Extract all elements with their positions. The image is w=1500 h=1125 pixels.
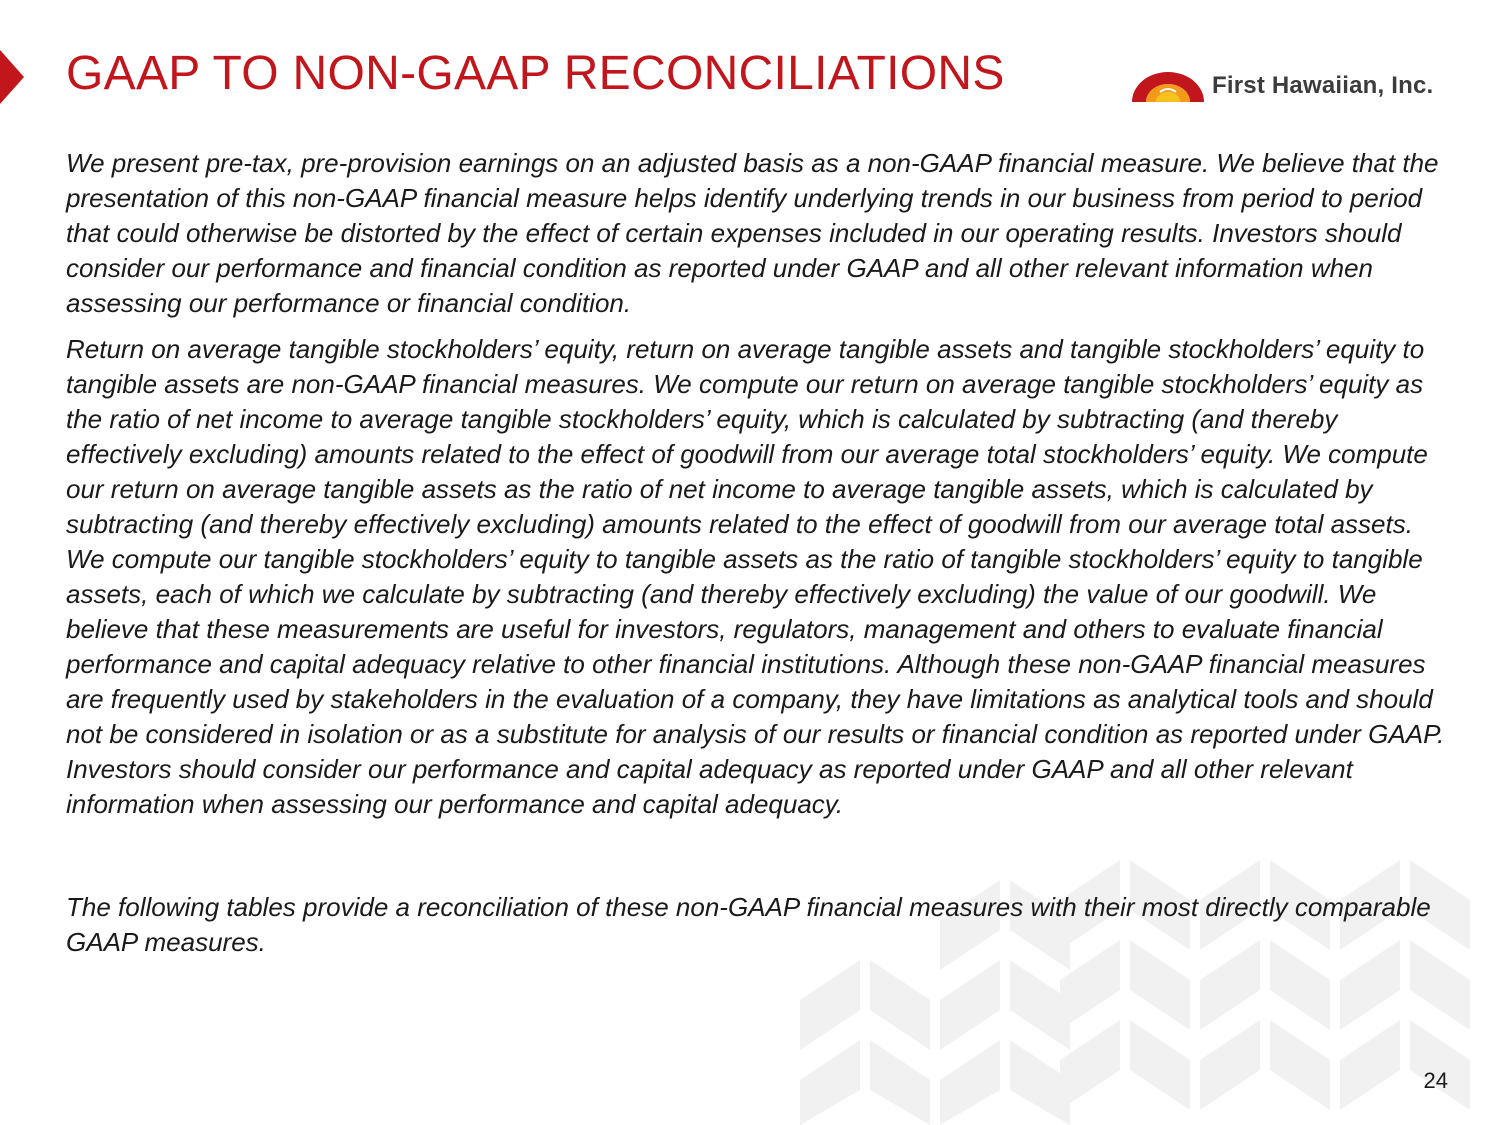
- title-marker-chevron: [0, 50, 24, 104]
- page-title: GAAP TO NON-GAAP RECONCILIATIONS: [66, 47, 1005, 100]
- paragraph-pre-provision-earnings: We present pre-tax, pre-provision earnings on an adjusted basis as a non-GAAP financial measure. We believe that the presentation of this non-GAAP financial measure helps identify underlying trends in our business from period to period that could otherwise be distorted by the effect of certain expenses included in our operating results. Investors should consider our performance and financial condition as reported under GAAP and all other relevant information when assessing our performance or financial condition.: [66, 148, 1439, 318]
- company-logo: [1130, 66, 1433, 106]
- paragraph-reconciliation-note: The following tables provide a reconciliation of these non-GAAP financial measures with their most directly comparable GAAP measures.: [66, 892, 1431, 957]
- page-number: 24: [1423, 1068, 1448, 1093]
- body-content: [66, 146, 1456, 960]
- sunrise-logo-icon: [1130, 66, 1206, 106]
- company-name: First Hawaiian, Inc.: [1212, 72, 1434, 99]
- paragraph-tangible-equity-measures: Return on average tangible stockholders’ equity, return on average tangible assets and tangible stockholders’ equity to tangible assets are non-GAAP financial measures. We compute our return on average tangible stockholders’ equity as the ratio of net income to average tangible stockholders’ equity, which is calculated by subtracting (and thereby effectively excluding) amounts related to the effect of goodwill from our average total stockholders’ equity. We compute our return on average tangible assets as the ratio of net income to average tangible assets, which is calculated by subtracting (and thereby effectively excluding) amounts related to the effect of goodwill from our average total assets. We compute our tangible stockholders’ equity to tangible assets as the ratio of tangible stockholders’ equity to tangible assets, each of which we calculate by subtracting (and thereby effectively excluding) the value of our goodwill. We believe that these measurements are useful for investors, regulators, management and others to evaluate financial performance and capital adequacy relative to other financial institutions. Although these non-GAAP financial measures are frequently used by stakeholders in the evaluation of a company, they have limitations as analytical tools and should not be considered in isolation or as a substitute for analysis of our results or financial condition as reported under GAAP. Investors should consider our performance and capital adequacy as reported under GAAP and all other relevant information when assessing our performance and capital adequacy.: [66, 334, 1445, 819]
